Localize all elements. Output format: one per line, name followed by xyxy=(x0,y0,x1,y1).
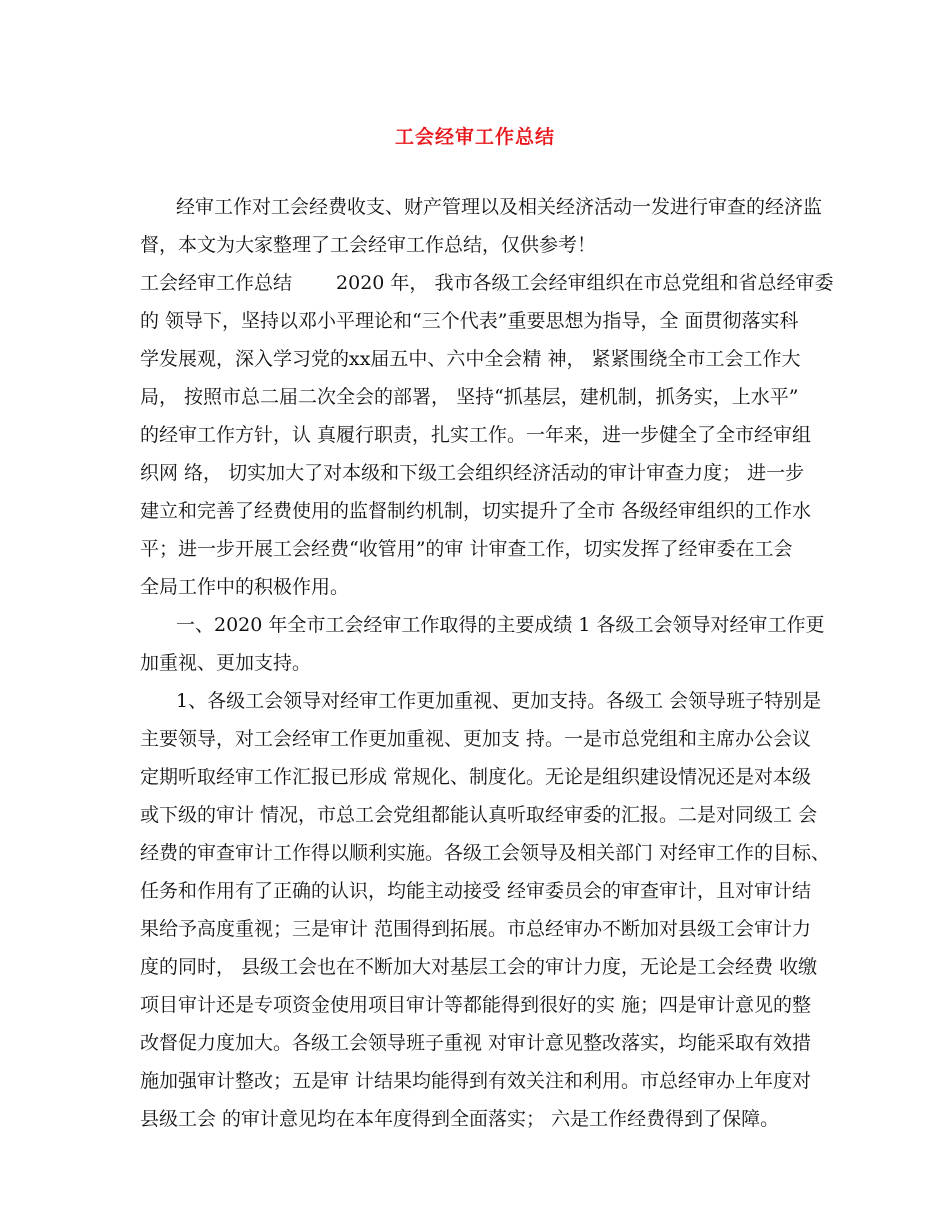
text-line: 改督促力度加大。各级工会领导班子重视 对审计意见整改落实，均能采取有效措 xyxy=(140,1032,812,1054)
text-line: 定期听取经审工作汇报已形成 常规化、制度化。无论是组织建设情况还是对本级 xyxy=(140,766,812,788)
text-line: 工会经审工作总结 2020 年， 我市各级工会经审组织在市总党组和省总经审委 xyxy=(140,272,834,294)
text-line: 主要领导，对工会经审工作更加重视、更加支 持。一是市总党组和主席办公会议 xyxy=(140,728,812,750)
text-line: 的经审工作方针，认 真履行职责，扎实工作。一年来，进一步健全了全市经审组 xyxy=(140,424,812,446)
text-line: 建立和完善了经费使用的监督制约机制，切实提升了全市 各级经审组织的工作水 xyxy=(140,500,812,522)
text-line: 或下级的审计 情况，市总工会党组都能认真听取经审委的汇报。二是对同级工 会 xyxy=(140,804,818,826)
text-line: 督，本文为大家整理了工会经审工作总结，仅供参考！ xyxy=(140,234,597,256)
text-line: 织网 络， 切实加大了对本级和下级工会组织经济活动的审计审查力度； 进一步 xyxy=(140,462,805,484)
text-line: 学发展观，深入学习党的xx届五中、六中全会精 神， 紧紧围绕全市工会工作大 xyxy=(140,348,801,370)
text-line: 1、各级工会领导对经审工作更加重视、更加支持。各级工 会领导班子特别是 xyxy=(176,690,822,712)
text-line: 果给予高度重视；三是审计 范围得到拓展。市总经审办不断加对县级工会审计力 xyxy=(140,918,812,940)
text-line: 施加强审计整改；五是审 计结果均能得到有效关注和利用。市总经审办上年度对 xyxy=(140,1070,812,1092)
document-title: 工会经审工作总结 xyxy=(394,126,555,148)
text-line: 平；进一步开展工会经费“收管用”的审 计审查工作，切实发挥了经审委在工会 xyxy=(140,538,793,560)
text-line: 全局工作中的积极作用。 xyxy=(140,576,350,598)
text-line: 经费的审查审计工作得以顺利实施。各级工会领导及相关部门 对经审工作的目标、 xyxy=(140,842,831,864)
text-line: 项目审计还是专项资金使用项目审计等都能得到很好的实 施；四是审计意见的整 xyxy=(140,994,812,1016)
text-line: 县级工会 的审计意见均在本年度得到全面落实； 六是工作经费得到了保障。 xyxy=(140,1108,780,1130)
text-line: 经审工作对工会经费收支、财产管理以及相关经济活动一发进行审查的经济监 xyxy=(176,196,823,218)
text-line: 一、2020 年全市工会经审工作取得的主要成绩 1 各级工会领导对经审工作更 xyxy=(176,614,825,636)
text-line: 局， 按照市总二届二次全会的部署， 坚持“抓基层，建机制，抓务实，上水平” xyxy=(140,386,799,408)
text-line: 度的同时， 县级工会也在不断加大对基层工会的审计力度，无论是工会经费 收缴 xyxy=(140,956,818,978)
text-line: 的 领导下，坚持以邓小平理论和“三个代表”重要思想为指导，全 面贯彻落实科 xyxy=(140,310,799,332)
text-line: 加重视、更加支持。 xyxy=(140,652,312,674)
text-line: 任务和作用有了正确的认识，均能主动接受 经审委员会的审查审计，且对审计结 xyxy=(140,880,812,902)
